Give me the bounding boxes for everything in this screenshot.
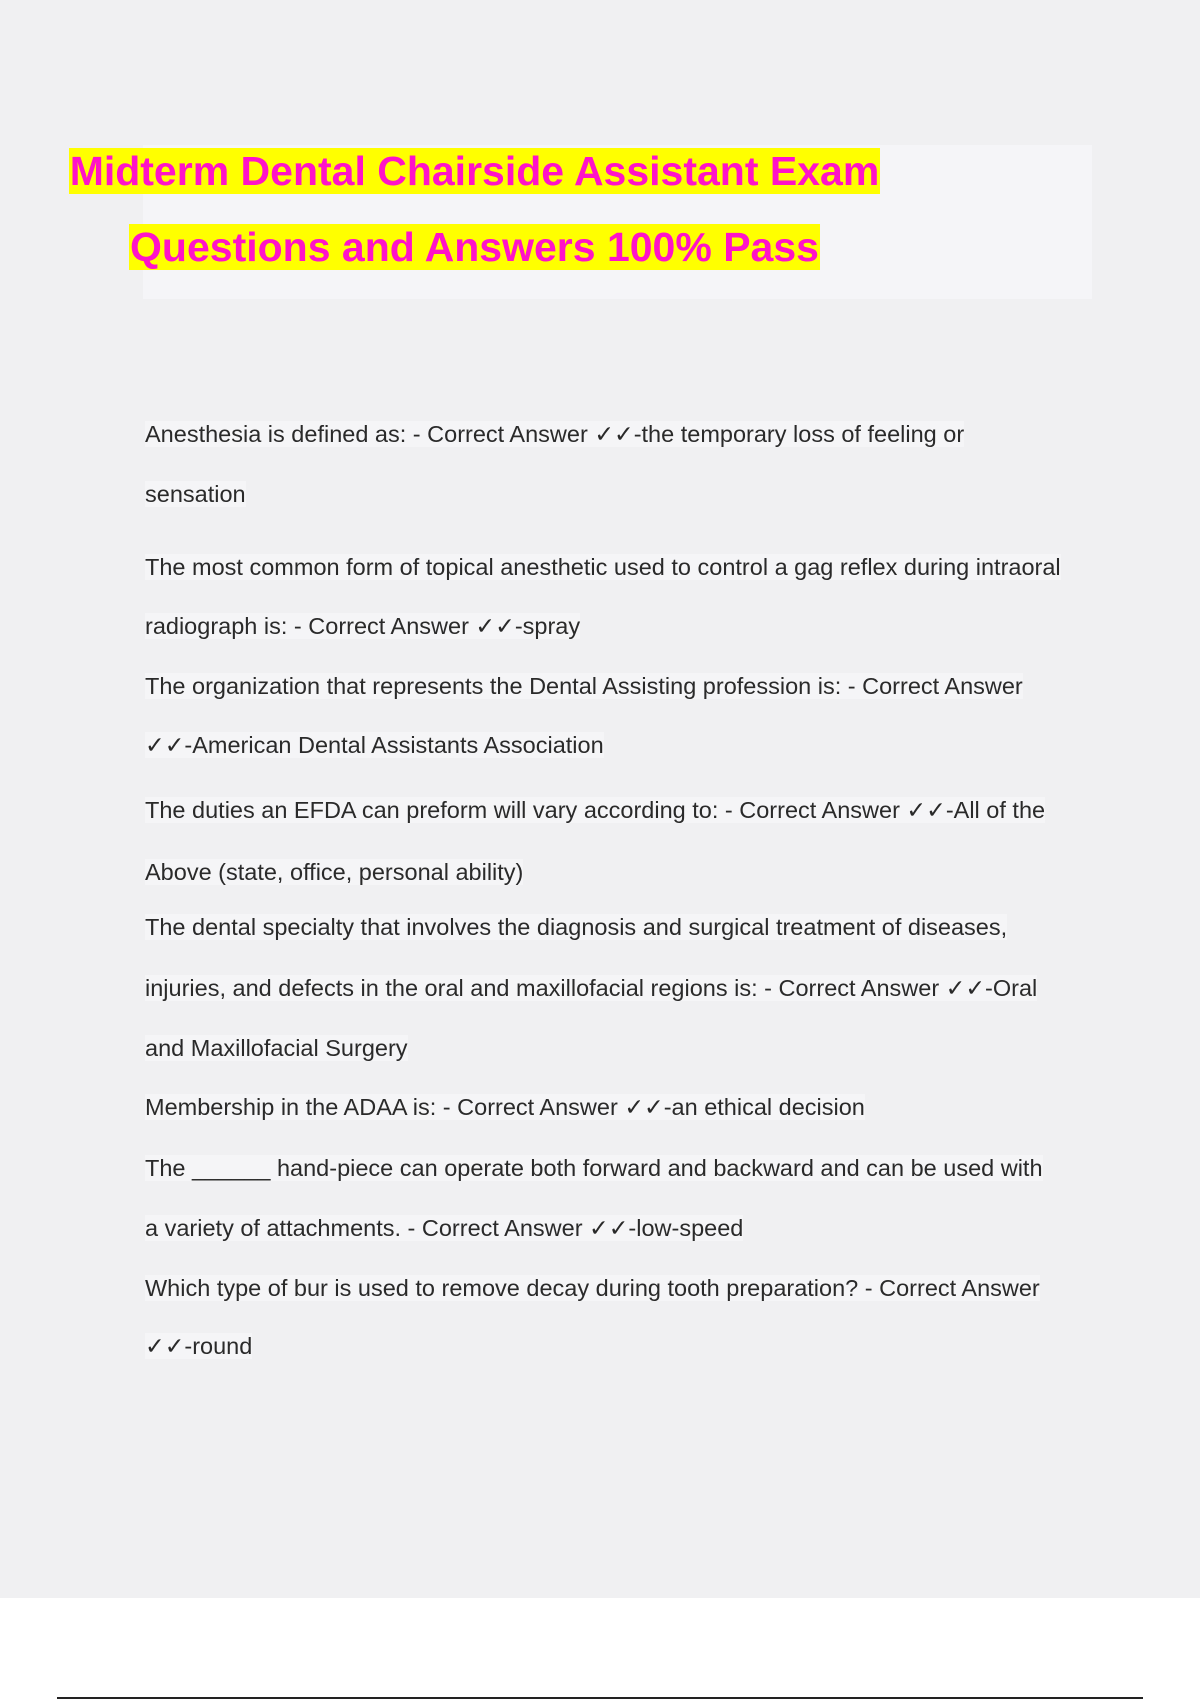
qa-item-4-line-1: The duties an EFDA can preform will vary according to: - Correct Answer ✓✓-All of the [145, 797, 1046, 823]
footer-divider [57, 1697, 1143, 1699]
qa-item-7-line-2: a variety of attachments. - Correct Answer ✓✓-low-speed [145, 1215, 744, 1241]
qa-item-5-line-1: The dental specialty that involves the diagnosis and surgical treatment of diseases, [145, 914, 1008, 940]
qa-item-5-line-2: injuries, and defects in the oral and maxillofacial regions is: - Correct Answer ✓✓-Oral [145, 975, 1038, 1001]
qa-item-2-line-1: The most common form of topical anesthetic used to control a gag reflex during intraoral [145, 554, 1061, 580]
qa-item-4-line-2: Above (state, office, personal ability) [145, 859, 524, 885]
document-title-line-1: Midterm Dental Chairside Assistant Exam [69, 148, 880, 194]
qa-item-1-line-2: sensation [145, 481, 246, 507]
qa-item-7-line-1: The ______ hand-piece can operate both forward and backward and can be used with [145, 1155, 1043, 1181]
qa-item-3-line-2: ✓✓-American Dental Assistants Association [145, 732, 604, 758]
qa-item-5-line-3: and Maxillofacial Surgery [145, 1035, 408, 1061]
qa-item-3-line-1: The organization that represents the Dental Assisting profession is: - Correct Answer [145, 673, 1023, 699]
qa-item-8-line-2: ✓✓-round [145, 1333, 253, 1359]
qa-item-1-line-1: Anesthesia is defined as: - Correct Answer ✓✓-the temporary loss of feeling or [145, 421, 965, 447]
qa-item-8-line-1: Which type of bur is used to remove decay during tooth preparation? - Correct Answer [145, 1275, 1040, 1301]
qa-item-2-line-2: radiograph is: - Correct Answer ✓✓-spray [145, 613, 581, 639]
document-title-line-2: Questions and Answers 100% Pass [130, 224, 819, 270]
qa-item-6-line-1: Membership in the ADAA is: - Correct Answer ✓✓-an ethical decision [145, 1094, 865, 1120]
